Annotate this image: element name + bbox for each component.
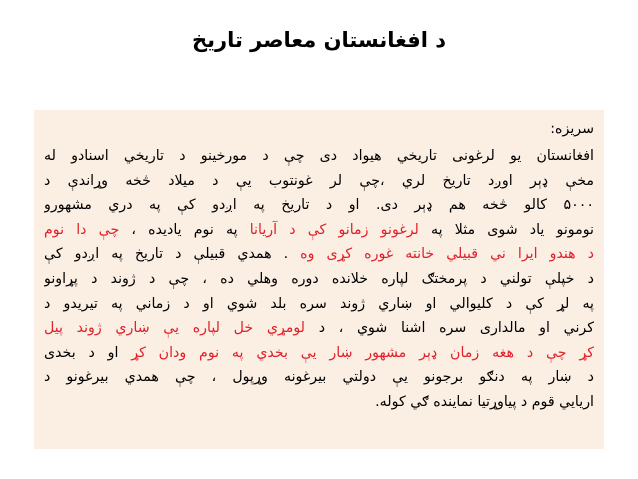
text-segment: نومونو یاد شوی مثلا په [418,221,594,238]
text-segment: او د بخدی [44,344,132,361]
text-segment: ۵۰۰۰ کالو څخه هم ډېر دی. او د تاریخ په اږدو کې په دري مشهورو [44,197,594,214]
text-segment: کرني او مالداری سره اشنا شوي ، د [305,320,594,337]
section-heading: سریزه: [550,121,594,137]
highlighted-text: د هندو ایرا ني قبیلي خانته غوره کړی وه [300,246,594,263]
text-line [44,144,594,169]
text-segment: په نوم یادیده ، [119,221,250,238]
text-line [44,390,594,415]
text-segment: د خپلې تولني د پرمختګ لپاره خلانده دوره وهلي ده ، چې د ژوند د پړاونو [44,270,594,287]
text-line [44,267,594,292]
text-line [44,341,594,366]
highlighted-text: کړ چې د هغه زمان ډېر مشهور ښار یې بخدي په نوم ودان کړ [131,344,594,361]
text-line [44,169,594,194]
text-segment: مخې ډېر اوږد تاریخ لري ،چې لر غونتوب یې د میلاد څخه وړاندې د [44,172,594,189]
text-segment: افغانستان یو لرغونی تاریخي هیواد دی چې د مورخینو د تاریخي اسنادو له [44,148,594,164]
highlighted-text: لومړي خل لپاره یې ښاري ژوند پیل [44,320,306,337]
text-segment: اریایي قوم د پیاوړتیا نماینده ګي کوله. [375,393,594,410]
text-line [44,316,594,341]
slide-title: د افغانستان معاصر تاریخ [191,28,446,52]
text-segment: په لړ کې د کلیوالي او ښاري ژوند سره بلد شوي او د زماني په تیریدو د [44,295,594,312]
text-line [44,242,594,267]
text-line [44,193,594,218]
text-segment: . همدي قبیلې د تاریخ په اږدو کې [44,246,301,263]
text-line [44,218,594,243]
text-line [44,365,594,390]
paragraph [44,144,594,415]
content-box [34,110,604,449]
text-line [44,292,594,317]
highlighted-text: چې دا نوم [44,221,120,238]
highlighted-text: لرغونو زمانو کې د آریانا [249,221,419,238]
text-segment: د ښار په دنګو برجونو یې دولتي بیرغونه وړپول ، چې همدي بیرغونو د [44,369,594,386]
